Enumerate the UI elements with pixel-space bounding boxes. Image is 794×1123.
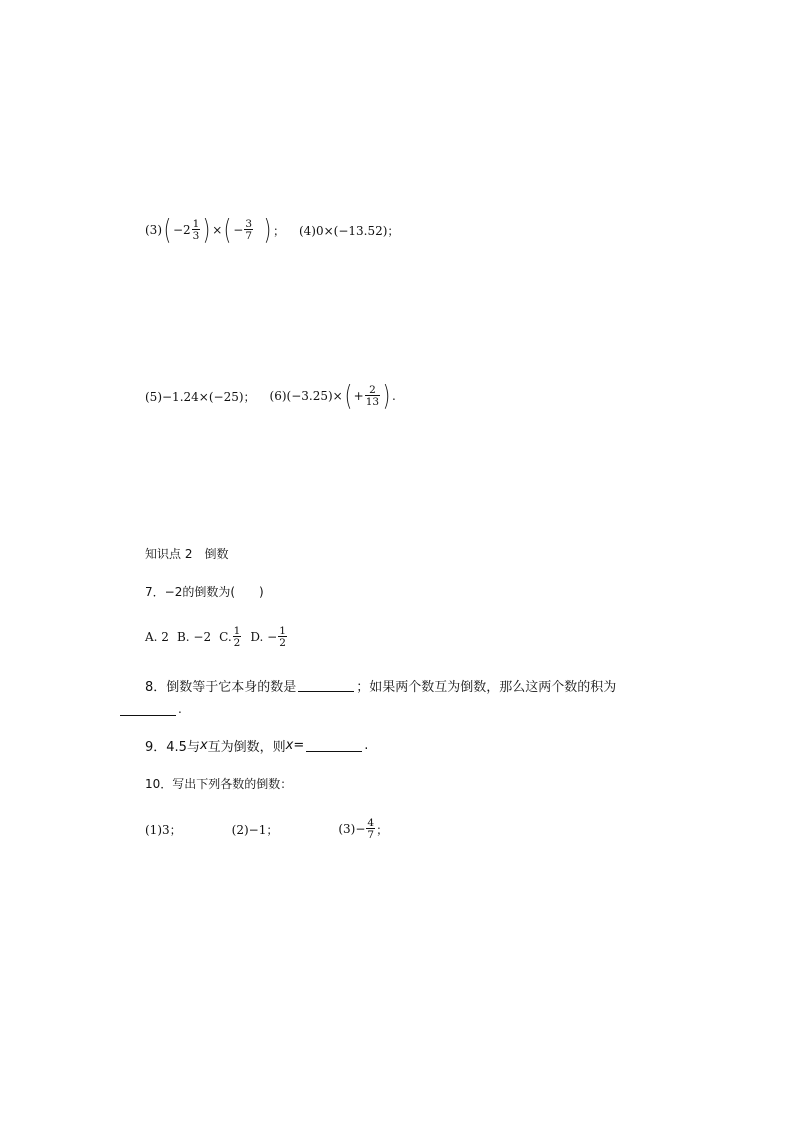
answer-blank[interactable] [306, 738, 362, 752]
problem-5: (5)−1.24×(−25)； [145, 389, 256, 404]
item-2: (2)−1； [231, 822, 279, 837]
answer-blank[interactable] [298, 678, 354, 692]
period: . [178, 702, 182, 716]
question-10-stem: 10．写出下列各数的倒数： [145, 776, 293, 791]
period: . [392, 389, 396, 403]
equals-sign: = [293, 737, 305, 753]
plus-sign: + [353, 389, 364, 403]
question-9-part2: 互为倒数，则 [207, 739, 286, 755]
question-7-stem: 7．−2的倒数为( ) [145, 584, 264, 599]
question-8 [145, 676, 616, 694]
minus-sign: − [233, 223, 244, 237]
denominator: 3 [192, 230, 200, 242]
section-heading [145, 544, 228, 562]
mixed-whole: 2 [183, 223, 191, 237]
denominator: 13 [365, 396, 380, 408]
option-b: B. −2 [176, 630, 212, 644]
variable-x: x [285, 737, 294, 753]
numerator: 1 [233, 624, 241, 637]
item-3-label: (3)− [338, 822, 366, 836]
answer-blank[interactable] [120, 702, 176, 716]
problem-3-4-line [145, 212, 399, 248]
fraction-3-7 [244, 219, 253, 242]
section-title: 知识点 2 倒数 [145, 546, 229, 561]
left-paren: ( [344, 379, 353, 412]
question-8-part1: 8．倒数等于它本身的数是 [145, 679, 297, 695]
right-paren: ) [263, 213, 272, 246]
problem-4: (4)0×(−13.52)； [298, 223, 400, 238]
numerator: 4 [367, 816, 375, 829]
variable-x: x [199, 737, 208, 753]
left-paren: ( [163, 213, 172, 246]
right-paren: ) [202, 213, 211, 246]
semicolon: ； [376, 822, 389, 837]
problem-6-prefix: (6)(−3.25)× [269, 389, 343, 403]
period: . [364, 737, 369, 753]
fraction-2-13 [365, 385, 380, 408]
fraction-1-3 [192, 219, 201, 242]
minus-sign: − [172, 223, 183, 237]
question-10-items [145, 812, 388, 846]
numerator: 2 [369, 383, 376, 396]
item-3-fraction [366, 818, 375, 841]
question-8-continuation [118, 700, 182, 718]
option-d-label: D. − [250, 630, 278, 644]
semicolon: ； [272, 223, 285, 238]
question-7 [145, 582, 264, 600]
option-c-fraction [233, 626, 242, 649]
option-c-label: C. [219, 630, 232, 644]
question-10 [145, 774, 292, 792]
problem-3-label: (3) [145, 223, 162, 237]
question-8-part2: ；如果两个数互为倒数，那么这两个数的积为 [356, 679, 617, 695]
denominator: 7 [245, 230, 253, 242]
option-a: A. 2 [145, 630, 169, 644]
right-paren: ) [382, 379, 391, 412]
item-1: (1)3； [145, 822, 182, 837]
numerator: 1 [279, 624, 286, 637]
problem-5-6-line [145, 378, 396, 414]
option-d-fraction [278, 626, 287, 649]
denominator: 7 [367, 829, 375, 841]
denominator: 2 [233, 637, 241, 649]
numerator: 1 [192, 217, 200, 230]
left-paren: ( [223, 213, 232, 246]
denominator: 2 [279, 637, 286, 649]
question-9 [145, 736, 368, 754]
question-9-part1: 9．4.5与 [145, 739, 200, 755]
question-7-options [145, 620, 288, 654]
times-sign: × [212, 223, 223, 237]
numerator: 3 [245, 217, 253, 230]
